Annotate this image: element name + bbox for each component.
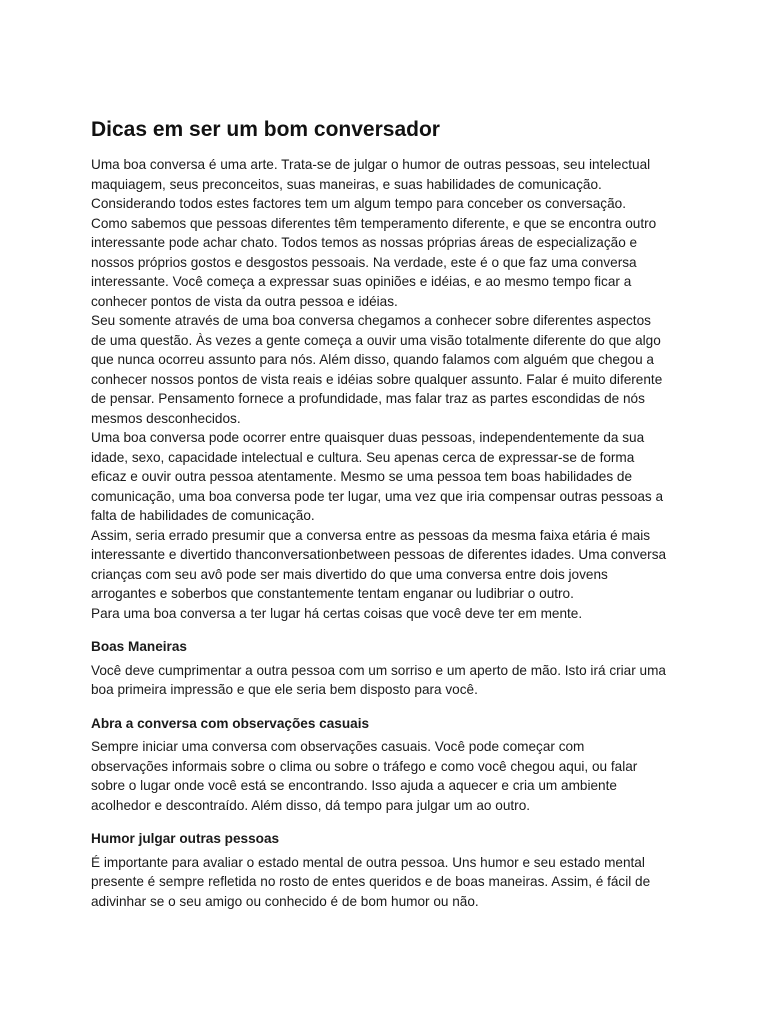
text-line: falta de habilidades de comunicação.: [91, 508, 315, 523]
text-line: Você deve cumprimentar a outra pessoa com um sorriso e um aperto de mão. Isto irá criar uma: [91, 662, 666, 678]
text-line: idade, sexo, capacidade intelectual e cultura. Seu apenas cerca de expressar-se de forma: [91, 449, 635, 465]
text-line: Uma boa conversa pode ocorrer entre quaisquer duas pessoas, independentemente da sua: [91, 430, 645, 445]
text-line: Uma boa conversa é uma arte. Trata-se de julgar o humor de outras pessoas, seu intelectual: [91, 157, 651, 172]
text-line: presente é sempre refletida no rosto de entes queridos e de boas maneiras. Assim, é fácil de: [91, 874, 651, 889]
document-page: [91, 116, 691, 911]
section-heading-observacoes-casuais: Abra a conversa com observações casuais: [91, 715, 370, 731]
text-line: Sempre iniciar uma conversa com observações casuais. Você pode começar com: [91, 739, 585, 754]
intro-paragraph-4: [91, 526, 691, 604]
text-line: boa primeira impressão e que ele seria bem disposto para você.: [91, 682, 478, 697]
text-line: acolhedor e descontraído. Além disso, dá tempo para julgar um ao outro.: [91, 797, 531, 813]
text-line: conhecer pontos de vista da outra pessoa e idéias.: [91, 293, 398, 309]
intro-paragraph-5: [91, 604, 691, 624]
text-line: conhecer nossos pontos de vista reais e idéias sobre qualquer assunto. Falar é muito diferente: [91, 371, 663, 387]
text-line: Considerando todos estes factores tem um algum tempo para conceber os conversação.: [91, 196, 626, 211]
text-line: interessante pode achar chato. Todos temos as nossas próprias áreas de especialização e: [91, 235, 638, 250]
section-paragraph-humor: [91, 853, 691, 912]
text-line: nossos próprios gostos e desgostos pessoais. Na verdade, este é o que faz uma conversa: [91, 254, 637, 270]
intro-paragraph-1: [91, 155, 691, 311]
section-heading-boas-maneiras: Boas Maneiras: [91, 639, 187, 654]
section-heading-humor: Humor julgar outras pessoas: [91, 831, 280, 846]
text-line: crianças com seu avô pode ser mais divertido do que uma conversa entre dois jovens: [91, 566, 608, 582]
text-line: interessante. Você começa a expressar suas opiniões e idéias, e ao mesmo tempo ficar a: [91, 274, 632, 289]
text-line: de uma questão. Às vezes a gente começa a ouvir uma visão totalmente diferente do que algo: [91, 332, 661, 348]
text-line: Seu somente através de uma boa conversa chegamos a conhecer sobre diferentes aspectos: [91, 313, 651, 328]
intro-paragraph-2: [91, 311, 691, 428]
text-line: Como sabemos que pessoas diferentes têm temperamento diferente, e que se encontra outro: [91, 215, 657, 231]
text-line: Assim, seria errado presumir que a conversa entre as pessoas da mesma faixa etária é mais: [91, 527, 651, 543]
text-line: mesmos desconhecidos.: [91, 410, 241, 426]
text-line: adivinhar se o seu amigo ou conhecido é de bom humor ou não.: [91, 893, 479, 909]
text-line: observações informais sobre o clima ou sobre o tráfego e como você chegou aqui, ou falar: [91, 758, 638, 774]
document-title: Dicas em ser um bom conversador: [91, 118, 440, 141]
text-line: Para uma boa conversa a ter lugar há certas coisas que você deve ter em mente.: [91, 605, 583, 621]
text-line: eficaz e ouvir outra pessoa atentamente. Mesmo se uma pessoa tem boas habilidades de: [91, 469, 633, 484]
text-line: maquiagem, seus preconceitos, suas maneiras, e suas habilidades de comunicação.: [91, 176, 602, 192]
section-paragraph-observacoes-casuais: [91, 737, 691, 815]
text-line: que nunca ocorreu assunto para nós. Além disso, quando falamos com alguém que chegou a: [91, 352, 654, 367]
text-line: comunicação, uma boa conversa pode ter lugar, uma vez que iria compensar outras pessoas a: [91, 488, 664, 504]
text-line: É importante para avaliar o estado mental de outra pessoa. Uns humor e seu estado mental: [91, 854, 645, 870]
text-line: sobre o lugar onde você está se encontrando. Isso ajuda a aquecer e cria um ambiente: [91, 778, 617, 793]
text-line: interessante e divertido thanconversationbetween pessoas de diferentes idades. Uma conversa: [91, 547, 667, 562]
text-line: de pensar. Pensamento fornece a profundidade, mas falar traz as partes escondidas de nós: [91, 391, 645, 406]
text-line: arrogantes e soberbos que constantemente tentam enganar ou ludibriar o outro.: [91, 586, 574, 601]
section-paragraph-boas-maneiras: [91, 661, 691, 700]
intro-paragraph-3: [91, 428, 691, 526]
